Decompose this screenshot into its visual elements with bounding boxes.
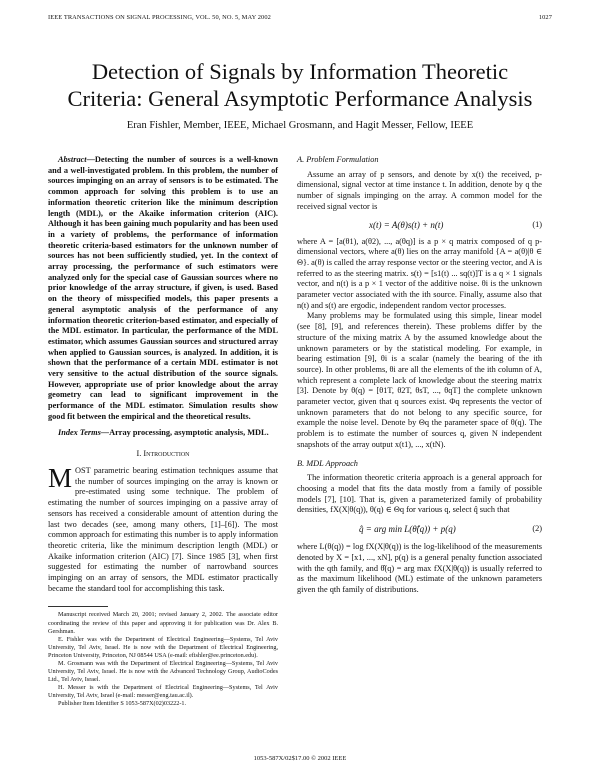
abstract-text: Detecting the number of sources is a well-known and a well-investigated problem. In this problem, the number of sources impinging on an array of sensors is to be estimated. The common approach for solving this problem is to use an information theoretic criterion like the minimum description length (MDL), or the Akaike information criterion (AIC). Although it has been gaining much popularity and has been used in a variety of problems, the performance of information theoretic criteria-based estimators for the unknown number of sources has not been sufficiently studied, yet. In the context of array processing, the performance of such estimators were analyzed only for the special case of Gaussian sources where no prior knowledge of the array structure, if given, is used. Based on the theory of misspecified models, this paper presents a general asymptotic analysis of the performance of any information theoretic criterion-based estimator, and especially of the MDL estimator. In particular, the performance of the MDL estimator, which assumes Gaussian sources and structured array when applied to Gaussian sources, is analyzed. In addition, it is shown that the performance of a certain MDL estimator is not very sensitive to the actual distribution of the source signals. However, appropriate use of prior knowledge about the array geometry can lead to significant improvement in the performance of the MDL estimator. Simulation results show good fit between the empirical and the theoretical results. <box>48 155 278 421</box>
left-column <box>48 155 278 709</box>
intro-heading: I. Introduction <box>136 449 190 459</box>
page-number: 1027 <box>538 14 552 21</box>
footnote-rule <box>48 606 108 607</box>
right-column <box>297 155 542 596</box>
paper-title <box>0 58 600 112</box>
section-a-paragraph-1: Assume an array of p sensors, and denote by x(t) the received, p-dimensional, signal vector at time instance t. In addition, denote by q the number of signals impinging on the array. A common model for the received signal vector is <box>297 169 542 211</box>
title-line-2: Criteria: General Asymptotic Performance Analysis <box>67 86 533 111</box>
footnote-grosmann: M. Grosmann was with the Department of Electrical Engineering—Systems, Tel Aviv University, Tel Aviv, Israel. He is now with the Advanced Technology Group, AudioCodes Ltd., Tel Aviv, Israel. <box>48 659 278 684</box>
footnote-manuscript: Manuscript received March 20, 2001; revised January 2, 2002. The associate editor coordinating the review of this paper and approving it for publication was Dr. Alex B. Gershman. <box>48 611 278 635</box>
footnote-messer: H. Messer is with the Department of Electrical Engineering—Systems, Tel Aviv University, Tel Aviv, Israel (e-mail: messer@eng.tau.ac.il). <box>48 684 278 700</box>
index-terms <box>48 428 278 439</box>
footnotes <box>48 611 278 708</box>
abstract-label: Abstract— <box>58 155 95 164</box>
copyright-footer: 1053-587X/02$17.00 © 2002 IEEE <box>253 755 347 762</box>
drop-cap: M <box>48 462 73 493</box>
section-b-paragraph-2: where L(θ(q)) = log fX(X|θ(q)) is the log-likelihood of the measurements denoted by X = [x1, ..., xN], p(q) is a general penalty function associated with the qth family, and θ̂(q) = arg max fX(X|θ(q)) is usually referred to as the maximum likelihood (ML) estimate of the unknown parameters given the qth family of distributions. <box>297 542 542 594</box>
section-b-heading: B. MDL Approach <box>297 458 358 468</box>
authors: Eran Fishler, Member, IEEE, Michael Grosmann, and Hagit Messer, Fellow, IEEE <box>126 120 474 131</box>
section-b-paragraph-1: The information theoretic criteria approach is a general approach for choosing a model that fits the data mostly from a family of possible models [7], [10]. That is, given a parameterized family of probability densities, fX(X|θ(q)), θ(q) ∈ Θq for various q, select q̂ such that <box>297 473 542 515</box>
index-terms-label: Index Terms— <box>58 427 110 437</box>
section-a-heading: A. Problem Formulation <box>297 155 379 164</box>
equation-1-number: (1) <box>532 219 542 229</box>
equation-2-body: q̂ = arg min L(θ̂(q)) + p(q) <box>359 524 456 535</box>
equation-2-number: (2) <box>532 524 542 534</box>
intro-paragraph <box>48 462 278 594</box>
footnote-fishler: E. Fishler was with the Department of Electrical Engineering—Systems, Tel Aviv University, Tel Aviv, Israel. He is now with the Department of Electrical Engineering, Princeton University, Princeton, NJ 08544 USA (e-mail: efishler@ee.princeton.edu). <box>48 635 278 659</box>
index-terms-text: Array processing, asymptotic analysis, MDL. <box>109 427 269 437</box>
abstract <box>48 155 278 423</box>
section-a-paragraph-3: Many problems may be formulated using this simple, linear model (see [8], [9], and references therein). These problems differ by the structure of the mixing matrix A by the assumed knowledge about the unknown parameters or by the statistical modeling. For example, in bearing estimation [9], θi is a scalar (namely the bearing of the ith source). In other problems, θi are all the elements of the ith column of A, which represent a complete lack of knowledge about the steering matrix [3]. Denote by θ(q) = [θ1T, θ2T, θsT, ..., θqT] the complete unknown parameter vector, given that q sources exist. Φq represents the vector of unknown parameters that do not belong to any specific source, for example the noise level. Denote by Θq the parameter space of θ(q). The problem is to estimate the number of sources q, given N independent snapshots of the array output x(t1), ..., x(tN). <box>297 311 542 449</box>
intro-text: OST parametric bearing estimation techniques assume that the number of sources impinging on the array is known or pre-estimated using some technique. The problem of estimating the number of sources impinging on a passive array of sensors has received a considerable amount of attention during the last two decades (see, among many others, [1]–[6]). The most common approach for estimating this number is to apply information theoretic criteria, like the minimum description length (MDL) or Akaike information criterion (AIC) [7]. Since 1985 [3], when first suggested for estimating the number of narrowband sources impinging on an array of sensors, the MDL estimator practically became the standard tool for accomplishing this task. <box>48 465 278 593</box>
equation-1 <box>297 213 542 237</box>
journal-header: IEEE TRANSACTIONS ON SIGNAL PROCESSING, VOL. 50, NO. 5, MAY 2002 <box>48 14 271 21</box>
title-line-1: Detection of Signals by Information Theoretic <box>91 59 509 84</box>
equation-2 <box>297 516 542 542</box>
section-a-paragraph-2: where A = [a(θ1), a(θ2), ..., a(θq)] is a p × q matrix composed of q p-dimensional vectors, where a(θ) lies on the array manifold {A = a(θ)|θ ∈ Θ}. a(θ) is called the array response vector or the steering vector, and A is referred to as the steering matrix. s(t) = [s1(t) ... sq(t)]T is a q × 1 signals vector, and n(t) is a p × 1 vector of the additive noise. θi is the unknown parameter vector associated with the ith source. Finally, assume also that n(t) and s(t) are ergodic, independent random vector processes. <box>297 236 542 310</box>
footnote-publisher-id: Publisher Item Identifier S 1053-587X(02)03222-1. <box>58 700 187 708</box>
equation-1-body: x(t) = A(θ)s(t) + n(t) <box>369 219 444 230</box>
